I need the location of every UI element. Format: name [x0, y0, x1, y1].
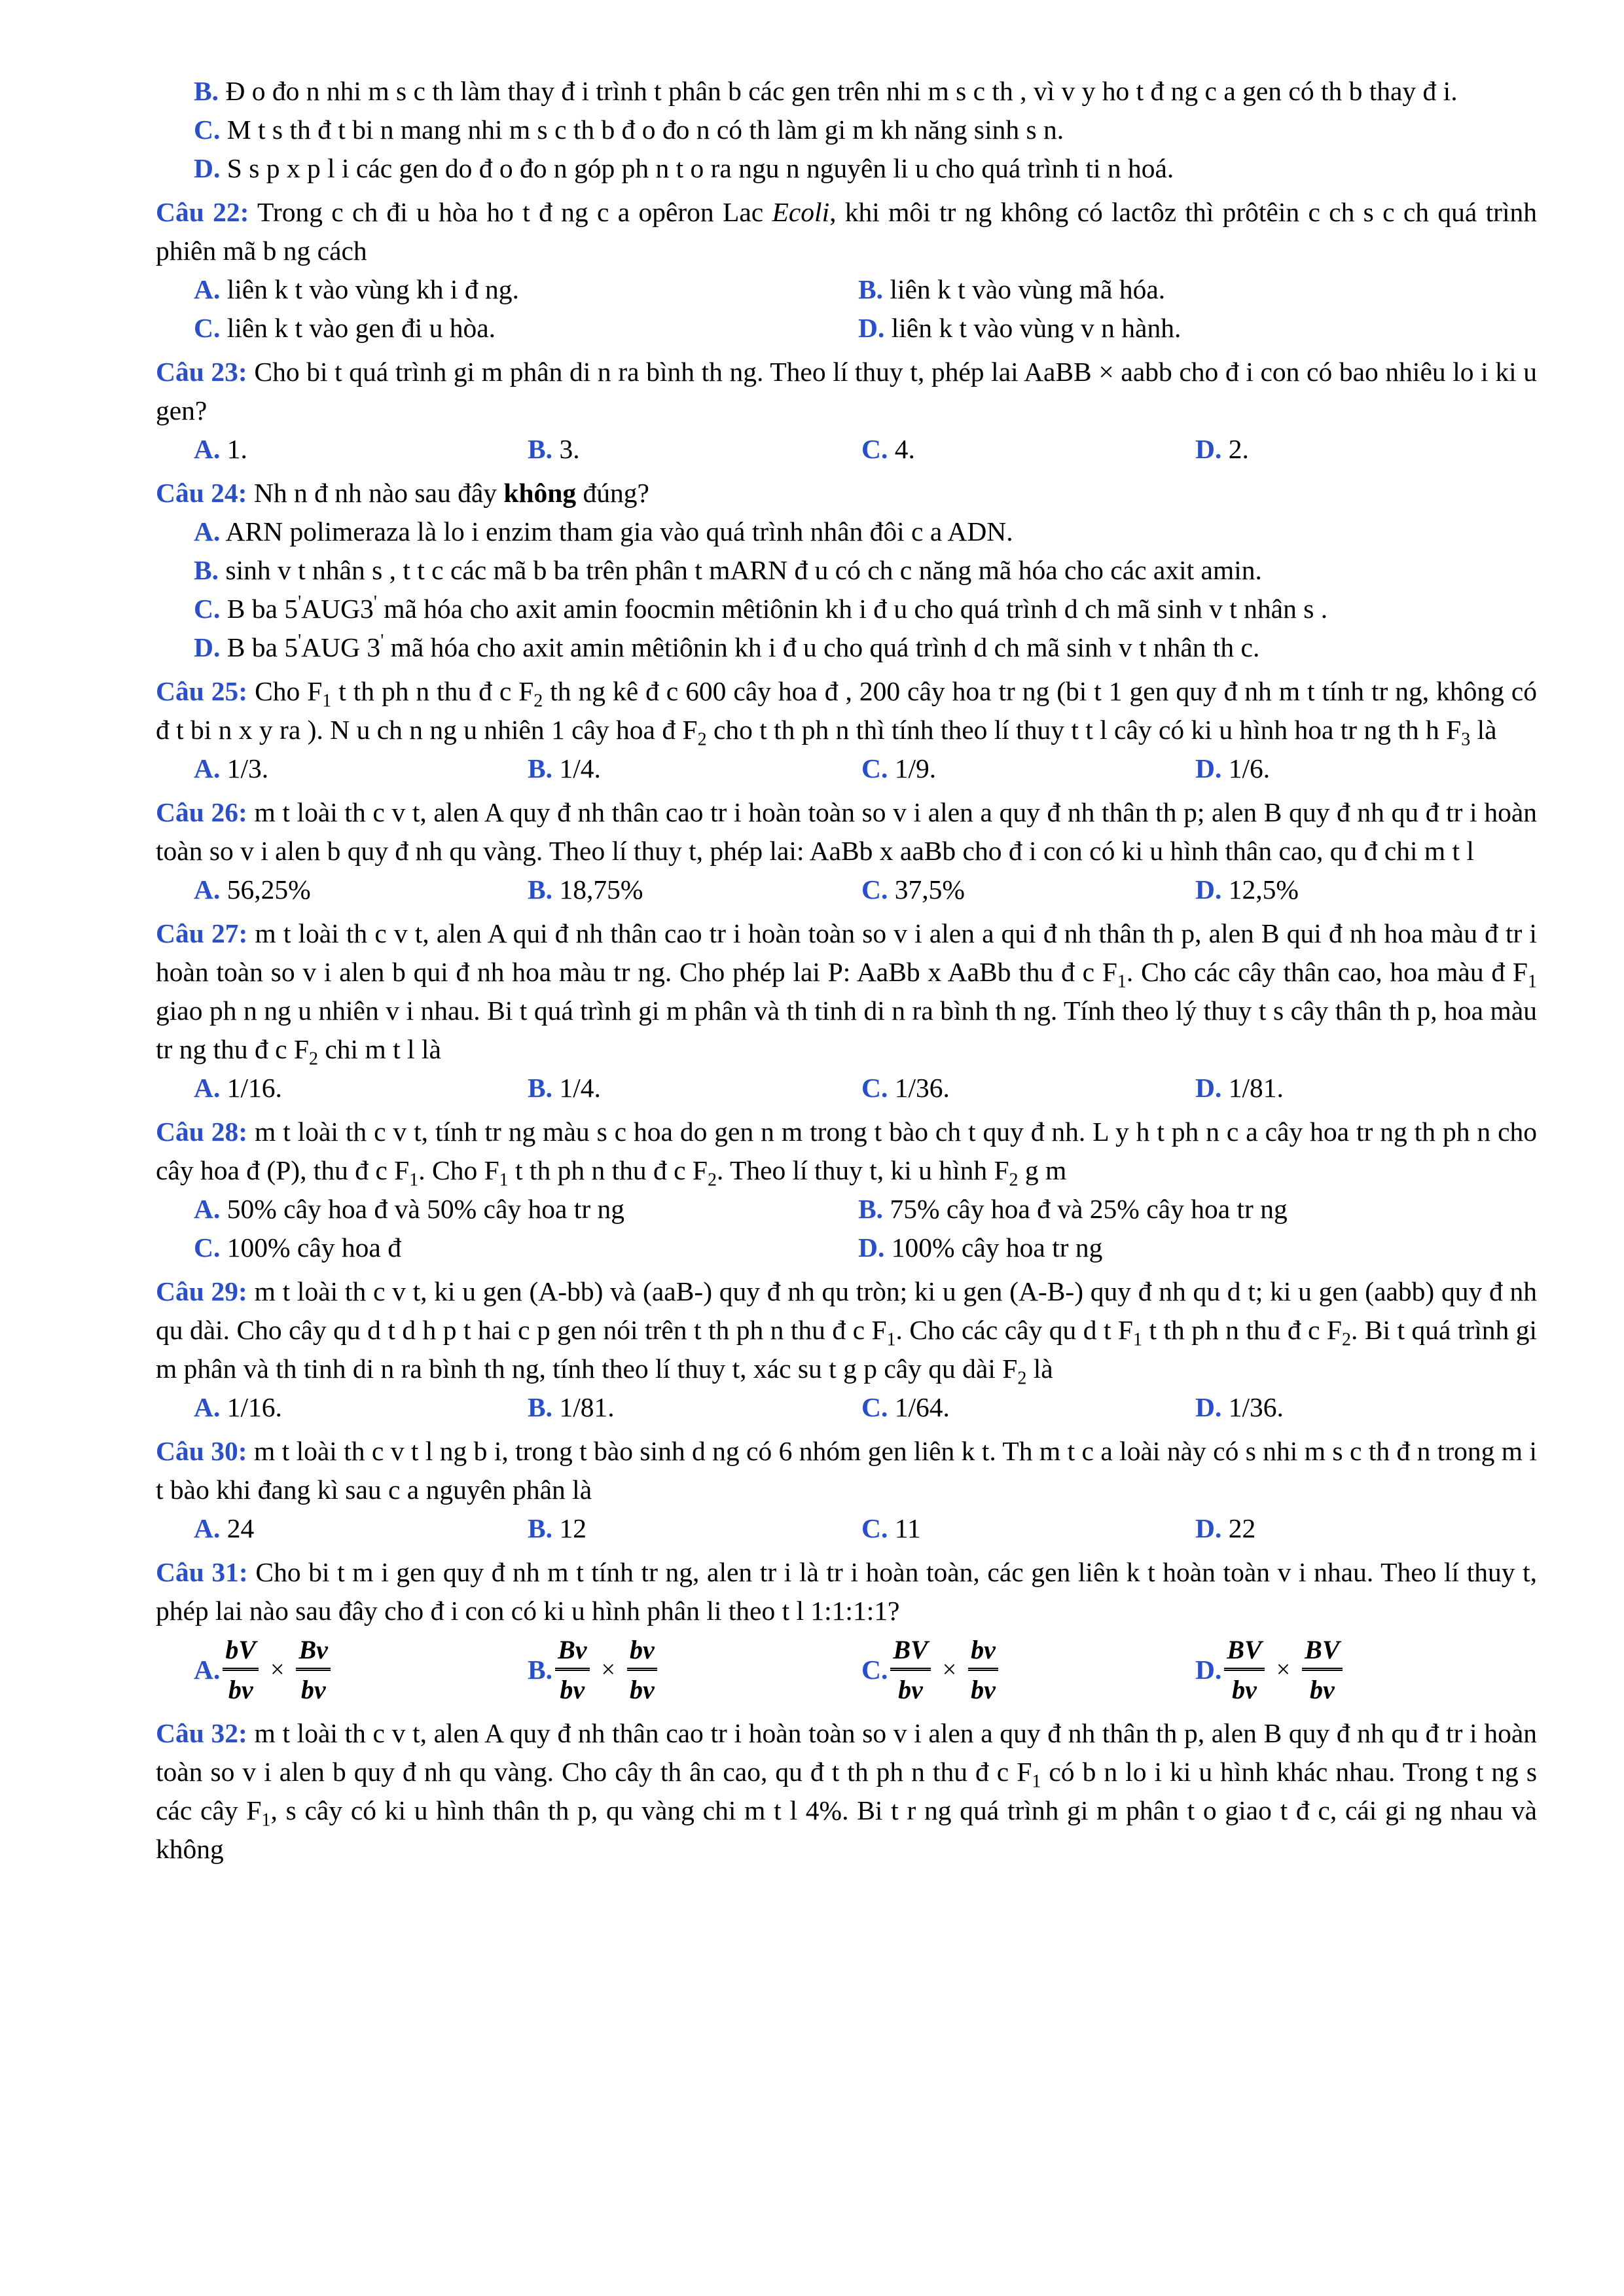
q29-sub-1: 1	[886, 1329, 896, 1350]
q22-label: Câu 22:	[156, 197, 249, 227]
q31-option-d[interactable]	[1195, 1636, 1529, 1704]
q23-option-c[interactable]	[861, 430, 1195, 469]
q24-option-d-prime-1: '	[298, 631, 302, 652]
q23-option-c-label: C.	[861, 434, 888, 464]
q21-option-b-text: Đ o đo n nhi m s c th làm thay đ i trình t phân b các gen trên nhi m s c th , vì v y ho t đ ng c a gen có th b thay đ i.	[225, 76, 1458, 106]
q27-label: Câu 27:	[156, 918, 248, 948]
q25-option-b-text: 1/4.	[559, 753, 601, 783]
q31-a-times: ×	[270, 1655, 285, 1683]
q22-option-c-label: C.	[194, 313, 221, 343]
q23-stem	[156, 353, 1537, 430]
q23-option-d[interactable]	[1195, 430, 1529, 469]
q28-option-a[interactable]	[194, 1190, 858, 1229]
q28-option-c-text: 100% cây hoa đ	[226, 1232, 401, 1263]
q21-option-b	[156, 72, 1537, 111]
q27-option-c-text: 1/36.	[894, 1073, 950, 1103]
q26-option-c[interactable]	[861, 870, 1195, 909]
q30-option-a-label: A.	[194, 1513, 221, 1543]
q24-option-a-label: A.	[194, 516, 221, 547]
q27-sub-1: 1	[1117, 971, 1127, 992]
q24-option-c-text-c: mã hóa cho axit amin foocmin mêtiônin kh i đ u cho quá trình d ch mã sinh v t nhân s .	[376, 594, 1328, 624]
document-page	[156, 72, 1537, 1869]
q25-stem-5: là	[1470, 715, 1497, 745]
q27-stem-4: chi m t l là	[318, 1034, 441, 1064]
q28-option-d-label: D.	[858, 1232, 885, 1263]
q31-c-den-2: bv	[971, 1674, 996, 1704]
q29-stem-4: . Bi t quá trình gi m phân và th tinh di n ra bình th ng, tính theo lí thuy t, xác su t g p cây qu dài F	[156, 1315, 1537, 1384]
q23-option-a-text: 1.	[226, 434, 247, 464]
q31-b-den-1: bv	[560, 1674, 585, 1704]
question-23	[156, 353, 1537, 469]
q23-option-d-text: 2.	[1228, 434, 1249, 464]
q24-stem-bold: không	[503, 478, 577, 508]
q31-d-num-1: BV	[1227, 1634, 1262, 1664]
q22-option-d-label: D.	[858, 313, 885, 343]
q21-option-d	[156, 149, 1537, 188]
q23-option-b[interactable]	[528, 430, 861, 469]
q29-option-a-label: A.	[194, 1392, 221, 1422]
q23-option-a-label: A.	[194, 434, 221, 464]
q26-option-c-label: C.	[861, 874, 888, 905]
q28-sub-3: 2	[708, 1170, 717, 1191]
q25-stem-4: cho t th ph n thì tính theo lí thuy t t l cây có ki u hình hoa tr ng th h F	[706, 715, 1462, 745]
q27-sub-2: 1	[1528, 971, 1537, 992]
question-26	[156, 793, 1537, 909]
q24-option-b-label: B.	[194, 555, 219, 585]
q27-stem	[156, 914, 1537, 1069]
q24-option-a[interactable]	[156, 512, 1537, 551]
q26-options	[156, 870, 1537, 909]
q23-option-b-text: 3.	[559, 434, 580, 464]
q28-option-a-text: 50% cây hoa đ và 50% cây hoa tr ng	[226, 1194, 625, 1224]
q23-options	[156, 430, 1537, 469]
q30-options	[156, 1509, 1537, 1548]
q26-option-a-text: 56,25%	[226, 874, 311, 905]
q29-option-b-label: B.	[528, 1392, 553, 1422]
q31-label: Câu 31:	[156, 1557, 248, 1587]
q26-option-d-text: 12,5%	[1228, 874, 1299, 905]
q24-option-d-label: D.	[194, 632, 221, 662]
q31-d-num-2: BV	[1305, 1634, 1340, 1664]
q24-stem-b: đúng?	[576, 478, 649, 508]
q23-option-b-label: B.	[528, 434, 553, 464]
question-30	[156, 1432, 1537, 1548]
question-25	[156, 672, 1537, 788]
q26-option-c-text: 37,5%	[894, 874, 965, 905]
question-32	[156, 1714, 1537, 1869]
q22-option-b[interactable]	[858, 270, 1523, 309]
question-24	[156, 474, 1537, 667]
q29-stem-5: là	[1026, 1354, 1053, 1384]
q25-option-a[interactable]	[194, 749, 528, 788]
q21-option-d-text: S s p x p l i các gen do đ o đo n góp ph n t o ra ngu n nguyên li u cho quá trình ti n hoá.	[226, 153, 1174, 183]
q29-option-c[interactable]	[861, 1388, 1195, 1427]
q25-label: Câu 25:	[156, 676, 248, 706]
q29-option-d[interactable]	[1195, 1388, 1529, 1427]
q27-option-b[interactable]	[528, 1069, 861, 1107]
q28-sub-2: 1	[499, 1170, 509, 1191]
q24-option-d[interactable]	[156, 628, 1537, 667]
q26-option-d-label: D.	[1195, 874, 1222, 905]
q22-option-a-text: liên k t vào vùng kh i đ ng.	[226, 274, 519, 304]
q28-option-b-text: 75% cây hoa đ và 25% cây hoa tr ng	[890, 1194, 1288, 1224]
q29-option-c-label: C.	[861, 1392, 888, 1422]
q28-option-d-text: 100% cây hoa tr ng	[891, 1232, 1103, 1263]
q22-options-row-1	[156, 270, 1537, 309]
q31-option-a[interactable]	[194, 1636, 528, 1704]
q28-sub-1: 1	[409, 1170, 419, 1191]
q28-options-row-1	[156, 1190, 1537, 1229]
q31-a-num-1: bV	[225, 1634, 257, 1664]
q21-option-c-text: M t s th đ t bi n mang nhi m s c th b đ o đo n có th làm gi m kh năng sinh s n.	[226, 115, 1064, 145]
q29-stem-1: m t loài th c v t, ki u gen (A-bb) và (aaB-) quy đ nh qu tròn; ki u gen (A-B-) quy đ nh qu d t; ki u gen (aabb) quy đ nh qu dài. Cho cây qu d t d h p t hai c p gen nói trên t th ph n thu đ c F	[156, 1276, 1538, 1345]
q24-option-c-prime-1: '	[298, 592, 302, 613]
q22-option-c-text: liên k t vào gen đi u hòa.	[226, 313, 496, 343]
q24-option-d-prime-2: '	[380, 631, 384, 652]
q30-stem	[156, 1432, 1537, 1509]
q27-option-a[interactable]	[194, 1069, 528, 1107]
q31-options	[156, 1630, 1537, 1709]
q31-option-b[interactable]	[528, 1636, 861, 1704]
q25-option-d-label: D.	[1195, 753, 1222, 783]
q28-option-b-label: B.	[858, 1194, 884, 1224]
q31-option-a-genotype-2	[296, 1636, 330, 1704]
q31-b-times: ×	[601, 1655, 615, 1683]
q22-option-d-text: liên k t vào vùng v n hành.	[891, 313, 1182, 343]
q32-sub-2: 1	[261, 1810, 271, 1831]
q24-option-a-text: ARN polimeraza là lo i enzim tham gia vào quá trình nhân đôi c a ADN.	[225, 516, 1013, 547]
q28-stem-3: t th ph n thu đ c F	[508, 1155, 708, 1185]
q26-option-b-text: 18,75%	[559, 874, 643, 905]
q22-option-c[interactable]	[194, 309, 858, 348]
q23-label: Câu 23:	[156, 357, 247, 387]
q27-option-d-label: D.	[1195, 1073, 1222, 1103]
q25-option-a-label: A.	[194, 753, 221, 783]
q29-stem-3: t th ph n thu đ c F	[1142, 1315, 1343, 1345]
q29-stem-2: . Cho các cây qu d t F	[895, 1315, 1134, 1345]
q27-option-c-label: C.	[861, 1073, 888, 1103]
q31-c-num-1: BV	[893, 1634, 928, 1664]
q32-stem-1: m t loài th c v t, alen A quy đ nh thân cao tr i hoàn toàn so v i alen a quy đ nh thân th p, alen B quy đ nh qu đ tr i hoàn toàn so v i alen b quy đ nh qu vàng. Cho cây th ân cao, qu đ t th ph n thu đ c F	[156, 1718, 1538, 1787]
question-22	[156, 193, 1537, 348]
q31-a-den-1: bv	[228, 1674, 253, 1704]
q22-option-d[interactable]	[858, 309, 1523, 348]
q29-option-b-text: 1/81.	[559, 1392, 615, 1422]
q24-option-c-prime-2: '	[373, 592, 377, 613]
q27-option-d-text: 1/81.	[1228, 1073, 1284, 1103]
q25-sub-4: 3	[1461, 729, 1471, 750]
q22-stem-a: Trong c ch đi u hòa ho t đ ng c a opêron Lac	[257, 197, 772, 227]
q27-option-a-text: 1/16.	[226, 1073, 282, 1103]
q28-stem-5: g m	[1018, 1155, 1067, 1185]
q25-stem-1: Cho F	[255, 676, 323, 706]
q31-option-a-label: A.	[194, 1654, 221, 1685]
q28-stem-4: . Theo lí thuy t, ki u hình F	[717, 1155, 1009, 1185]
q22-stem-italic: Ecoli	[772, 197, 830, 227]
question-27	[156, 914, 1537, 1107]
q30-option-b-label: B.	[528, 1513, 553, 1543]
q26-option-b-label: B.	[528, 874, 553, 905]
q32-sub-1: 1	[1032, 1771, 1041, 1792]
q24-option-b-text: sinh v t nhân s , t t c các mã b ba trên phân t mARN đ u có ch c năng mã hóa cho các axit amin.	[225, 555, 1262, 585]
q21-option-c-label: C.	[194, 115, 221, 145]
question-29	[156, 1272, 1537, 1427]
q27-option-c[interactable]	[861, 1069, 1195, 1107]
q31-option-c[interactable]	[861, 1636, 1195, 1704]
q31-option-c-label: C.	[861, 1654, 888, 1685]
q28-label: Câu 28:	[156, 1117, 248, 1147]
q21-option-b-label: B.	[194, 76, 219, 106]
q24-label: Câu 24:	[156, 478, 247, 508]
q24-option-d-text-a: B ba 5	[226, 632, 298, 662]
q29-sub-3: 2	[1342, 1329, 1352, 1350]
q23-stem-text: Cho bi t quá trình gi m phân di n ra bình th ng. Theo lí thuy t, phép lai AaBB × aabb cho đ i con có bao nhiêu lo i ki u gen?	[156, 357, 1538, 425]
q25-sub-3: 2	[697, 729, 707, 750]
q24-option-c-text-a: B ba 5	[226, 594, 298, 624]
q29-option-a[interactable]	[194, 1388, 528, 1427]
q28-option-d[interactable]	[858, 1229, 1523, 1267]
q30-label: Câu 30:	[156, 1436, 247, 1466]
q29-option-a-text: 1/16.	[226, 1392, 282, 1422]
q31-option-c-genotype-1	[890, 1636, 930, 1704]
q26-option-a-label: A.	[194, 874, 221, 905]
q30-option-c[interactable]	[861, 1509, 1195, 1548]
q31-c-times: ×	[942, 1655, 957, 1683]
q27-option-d[interactable]	[1195, 1069, 1529, 1107]
q25-options	[156, 749, 1537, 788]
q25-stem-3: th ng kê đ c 600 cây hoa đ , 200 cây hoa tr ng (bi t 1 gen quy đ nh m t tính tr ng, không có đ t bi n x y ra ). N u ch n ng u nhiên 1 cây hoa đ F	[156, 676, 1538, 745]
q30-option-c-text: 11	[894, 1513, 921, 1543]
q26-label: Câu 26:	[156, 797, 247, 827]
q26-stem-text: m t loài th c v t, alen A quy đ nh thân cao tr i hoàn toàn so v i alen a quy đ nh thân th p; alen B quy đ nh qu đ tr i hoàn toàn so v i alen b quy đ nh qu vàng. Theo lí thuy t, phép lai: AaBb x aaBb cho đ i con có ki u hình thân cao, qu đ chi m t l	[156, 797, 1537, 866]
q25-option-c-label: C.	[861, 753, 888, 783]
q30-stem-text: m t loài th c v t l ng b i, trong t bào sinh d ng có 6 nhóm gen liên k t. Th m t c a loài này có s nhi m s c th đ n trong m i t bào khi đang kì sau c a nguyên phân là	[156, 1436, 1538, 1505]
q25-option-c[interactable]	[861, 749, 1195, 788]
q27-stem-3: giao ph n ng u nhiên v i nhau. Bi t quá trình gi m phân và th tinh di n ra bình th ng. Tính theo lý thuy t s cây thân th p, hoa màu tr ng thu đ c F	[156, 996, 1537, 1064]
q25-sub-1: 1	[322, 691, 332, 711]
q24-stem	[156, 474, 1537, 512]
q22-option-a-label: A.	[194, 274, 221, 304]
q28-option-a-label: A.	[194, 1194, 221, 1224]
q26-option-d[interactable]	[1195, 870, 1529, 909]
q26-option-b[interactable]	[528, 870, 861, 909]
q31-a-num-2: Bv	[298, 1634, 328, 1664]
q30-option-d-text: 22	[1228, 1513, 1256, 1543]
q31-option-d-genotype-2	[1302, 1636, 1342, 1704]
q29-option-c-text: 1/64.	[894, 1392, 950, 1422]
q25-option-d[interactable]	[1195, 749, 1529, 788]
q31-option-b-label: B.	[528, 1654, 553, 1685]
q24-option-c-label: C.	[194, 594, 221, 624]
q21-option-c	[156, 111, 1537, 149]
q31-d-den-1: bv	[1232, 1674, 1257, 1704]
q28-option-c-label: C.	[194, 1232, 221, 1263]
q31-stem	[156, 1553, 1537, 1630]
q28-option-c[interactable]	[194, 1229, 858, 1267]
q26-stem	[156, 793, 1537, 870]
q29-option-d-label: D.	[1195, 1392, 1222, 1422]
q31-d-den-2: bv	[1309, 1674, 1335, 1704]
q29-options	[156, 1388, 1537, 1427]
q24-stem-a: Nh n đ nh nào sau đây	[253, 478, 504, 508]
q32-label: Câu 32:	[156, 1718, 247, 1748]
q25-option-a-text: 1/3.	[226, 753, 269, 783]
q28-option-b[interactable]	[858, 1190, 1523, 1229]
q31-option-d-label: D.	[1195, 1654, 1222, 1685]
q31-b-num-1: Bv	[558, 1634, 587, 1664]
q25-option-c-text: 1/9.	[894, 753, 937, 783]
q31-option-b-genotype-2	[627, 1636, 657, 1704]
q31-stem-text: Cho bi t m i gen quy đ nh m t tính tr ng, alen tr i là tr i hoàn toàn, các gen liên k t hoàn toàn v i nhau. Theo lí thuy t, phép lai nào sau đây cho đ i con có ki u hình phân li theo t l 1:1:1:1?	[156, 1557, 1538, 1626]
q28-options-row-2	[156, 1229, 1537, 1267]
q31-option-b-genotype-1	[555, 1636, 589, 1704]
q32-stem	[156, 1714, 1537, 1869]
q28-stem-1: m t loài th c v t, tính tr ng màu s c hoa do gen n m trong t bào ch t quy đ nh. L y h t ph n c a cây hoa tr ng th ph n cho cây hoa đ (P), thu đ c F	[156, 1117, 1537, 1185]
q22-stem-b: , khi môi tr ng không có lactôz thì prôtêin c ch s c ch quá trình phiên mã b ng cách	[156, 197, 1537, 266]
q31-option-c-genotype-2	[968, 1636, 998, 1704]
q24-option-d-text-c: mã hóa cho axit amin mêtiônin kh i đ u cho quá trình d ch mã sinh v t nhân th c.	[384, 632, 1260, 662]
question-31	[156, 1553, 1537, 1709]
q27-stem-2: . Cho các cây thân cao, hoa màu đ F	[1126, 957, 1528, 987]
q29-option-b[interactable]	[528, 1388, 861, 1427]
q24-option-c[interactable]	[156, 590, 1537, 628]
q31-option-d-genotype-1	[1224, 1636, 1264, 1704]
q29-label: Câu 29:	[156, 1276, 247, 1306]
q30-option-a[interactable]	[194, 1509, 528, 1548]
q25-option-b-label: B.	[528, 753, 553, 783]
question-28	[156, 1113, 1537, 1267]
q23-option-a[interactable]	[194, 430, 528, 469]
q29-sub-2: 1	[1133, 1329, 1143, 1350]
q31-c-num-2: bv	[971, 1634, 996, 1664]
q31-b-den-2: bv	[629, 1674, 655, 1704]
q29-sub-4: 2	[1017, 1368, 1027, 1389]
q24-option-c-text-b: AUG3	[301, 594, 374, 624]
q28-stem-2: . Cho F	[418, 1155, 499, 1185]
q25-option-d-text: 1/6.	[1228, 753, 1271, 783]
q27-option-b-text: 1/4.	[559, 1073, 601, 1103]
q22-option-b-text: liên k t vào vùng mã hóa.	[890, 274, 1166, 304]
q26-option-a[interactable]	[194, 870, 528, 909]
q25-stem-2: t th ph n thu đ c F	[331, 676, 534, 706]
q24-option-d-text-b: AUG 3	[301, 632, 381, 662]
q28-stem	[156, 1113, 1537, 1190]
q27-sub-3: 2	[309, 1049, 319, 1069]
q32-stem-3: , s cây có ki u hình thân th p, qu vàng chi m t l 4%. Bi t r ng quá trình gi m phân t o giao t đ c, cái gi ng nhau và không	[156, 1795, 1537, 1864]
q25-sub-2: 2	[533, 691, 543, 711]
q30-option-b-text: 12	[559, 1513, 586, 1543]
q31-b-num-2: bv	[629, 1634, 655, 1664]
q24-option-b[interactable]	[156, 551, 1537, 590]
q27-options	[156, 1069, 1537, 1107]
q30-option-b[interactable]	[528, 1509, 861, 1548]
q22-option-b-label: B.	[858, 274, 884, 304]
q22-stem	[156, 193, 1537, 270]
q29-stem	[156, 1272, 1537, 1388]
q31-d-times: ×	[1276, 1655, 1291, 1683]
q27-option-b-label: B.	[528, 1073, 553, 1103]
q32-stem-2: có b n lo i ki u hình khác nhau. Trong t ng s các cây F	[156, 1757, 1537, 1825]
q30-option-a-text: 24	[226, 1513, 255, 1543]
q22-option-a[interactable]	[194, 270, 858, 309]
q29-option-d-text: 1/36.	[1228, 1392, 1284, 1422]
q23-option-d-label: D.	[1195, 434, 1222, 464]
q22-options-row-2	[156, 309, 1537, 348]
q31-a-den-2: bv	[300, 1674, 326, 1704]
q27-stem-1: m t loài th c v t, alen A qui đ nh thân cao tr i hoàn toàn so v i alen a qui đ nh thân th p, alen B qui đ nh hoa màu đ tr i hoàn toàn so v i alen b qui đ nh hoa màu tr ng. Cho phép lai P: AaBb x AaBb thu đ c F	[156, 918, 1538, 987]
q25-stem	[156, 672, 1537, 749]
q30-option-c-label: C.	[861, 1513, 888, 1543]
q21-option-d-label: D.	[194, 153, 221, 183]
q25-option-b[interactable]	[528, 749, 861, 788]
q27-option-a-label: A.	[194, 1073, 221, 1103]
q28-sub-4: 2	[1009, 1170, 1019, 1191]
q30-option-d[interactable]	[1195, 1509, 1529, 1548]
q31-option-a-genotype-1	[223, 1636, 259, 1704]
q31-c-den-1: bv	[898, 1674, 923, 1704]
q23-option-c-text: 4.	[894, 434, 915, 464]
q30-option-d-label: D.	[1195, 1513, 1222, 1543]
